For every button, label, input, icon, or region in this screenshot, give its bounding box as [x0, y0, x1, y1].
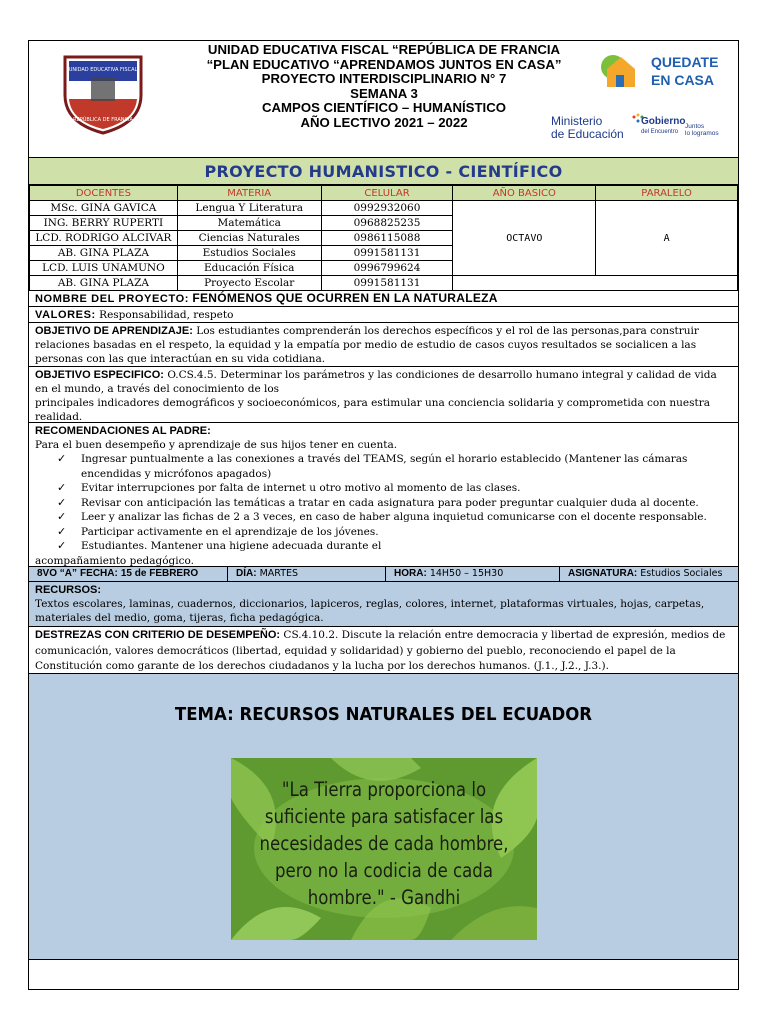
header-line-3: PROYECTO INTERDISCIPLINARIO N° 7	[261, 71, 507, 87]
shield-bottom-text: REPÚBLICA DE FRANCIA	[73, 117, 133, 123]
materia-cell: Proyecto Escolar	[177, 276, 321, 291]
hora-value: 14H50 – 15H30	[429, 568, 504, 579]
gobierno-line-2: del Encuentro	[641, 129, 679, 135]
fecha-value: 15 de FEBRERO	[120, 568, 199, 579]
document-frame	[28, 40, 739, 990]
ministerio-line-1: Ministerio	[551, 114, 603, 128]
quote-line-5: hombre." - Gandhi	[307, 886, 461, 909]
objetivo-aprendizaje-label: OBJETIVO DE APRENDIZAJE:	[35, 325, 193, 337]
recomendaciones-outro: acompañamiento pedagógico.	[35, 554, 194, 567]
tema-section	[29, 674, 738, 960]
header-line-6: AÑO LECTIVO 2021 – 2022	[300, 114, 468, 130]
nombre-proyecto-label: NOMBRE DEL PROYECTO:	[35, 293, 189, 305]
valores-value: Responsabilidad, respeto	[99, 309, 234, 321]
materia-cell: Lengua Y Literatura	[177, 201, 321, 216]
docente-cell: AB. GINA PLAZA	[30, 276, 178, 291]
recomendaciones-list	[57, 452, 732, 554]
docente-cell: ING. BERRY RUPERTI	[30, 216, 178, 231]
valores-label: VALORES:	[35, 309, 96, 321]
hora-cell	[386, 567, 560, 581]
document-header	[29, 41, 738, 158]
col-header-celular: CELULAR	[321, 186, 453, 201]
destrezas-label: DESTREZAS CON CRITERIO DE DESEMPEÑO:	[35, 629, 281, 641]
dia-label: DÍA:	[236, 568, 257, 579]
objetivo-especifico-line-1: O.CS.4.5. Determinar los parámetros y las condiciones de desarrollo humano integral y calidad de vida en el mundo, a través del conocimiento de los	[35, 369, 717, 395]
teacher-table	[29, 185, 738, 291]
juntos-line-1: Juntos	[685, 123, 705, 130]
celular-cell: 0986115088	[321, 231, 453, 246]
recursos-row	[29, 582, 738, 627]
col-header-docentes: DOCENTES	[30, 186, 178, 201]
quote-line-2: suficiente para satisfacer las	[264, 805, 504, 828]
objetivo-especifico-label: OBJETIVO ESPECIFICO:	[35, 369, 164, 381]
header-line-1: UNIDAD EDUCATIVA FISCAL “REPÚBLICA DE FRANCIA	[207, 42, 561, 57]
juntos-line-2: lo logramos	[685, 130, 719, 137]
recomendaciones-label: RECOMENDACIONES AL PADRE:	[35, 425, 211, 437]
header-line-5: CAMPOS CIENTÍFICO – HUMANÍSTICO	[262, 100, 506, 116]
shield-top-text: UNIDAD EDUCATIVA FISCAL	[68, 67, 138, 73]
fecha-label: FECHA:	[80, 568, 118, 579]
nombre-proyecto-value: FENÓMENOS QUE OCURREN EN LA NATURALEZA	[192, 291, 498, 305]
docente-cell: MSc. GINA GAVICA	[30, 201, 178, 216]
quedate-line-1: QUEDATE	[651, 54, 719, 70]
curso-value: 8VO “A”	[37, 568, 78, 579]
recomendaciones-intro: Para el buen desempeño y aprendizaje de sus hijos tener en cuenta.	[35, 439, 398, 451]
recursos-value: Textos escolares, laminas, cuadernos, diccionarios, lapiceros, reglas, colores, internet, plataformas virtuales, hojas, carpetas, materiales del medio, goma, tijeras, ficha pedagógica.	[35, 598, 705, 624]
objetivo-aprendizaje-row	[29, 323, 738, 367]
nombre-proyecto-row	[29, 290, 738, 307]
list-item: ✓ Evitar interrupciones por falta de internet u otro motivo al momento de las clases.	[57, 481, 732, 496]
destrezas-value: CS.4.10.2. Discute la relación entre democracia y libertad de expresión, medios de comunicación, valores democráticos (libertad, equidad y solidaridad) y gobierno del pueblo, reconociendo el papel de la Constitución como garante de los derechos ciudadanos y la lucha por los derechos humanos. (J.1., J.2., J.3.).	[35, 629, 726, 672]
anio-basico-cell: OCTAVO	[453, 201, 596, 276]
celular-cell: 0992932060	[321, 201, 453, 216]
quedate-line-2: EN CASA	[651, 72, 715, 88]
docente-cell: LCD. LUIS UNAMUNO	[30, 261, 178, 276]
asignatura-label: ASIGNATURA:	[568, 568, 638, 579]
hora-label: HORA:	[394, 568, 427, 579]
docente-cell: AB. GINA PLAZA	[30, 246, 178, 261]
celular-cell: 0991581131	[321, 246, 453, 261]
materia-cell: Ciencias Naturales	[177, 231, 321, 246]
list-item: ✓ Participar activamente en el aprendizaje de los jóvenes.	[57, 525, 732, 540]
materia-cell: Matemática	[177, 216, 321, 231]
project-band-title: PROYECTO HUMANISTICO - CIENTÍFICO	[29, 158, 738, 185]
ministerio-educacion-logo	[551, 113, 729, 153]
header-line-4: SEMANA 3	[350, 85, 418, 101]
list-item: ✓ Revisar con anticipación las temáticas a tratar en cada asignatura para poder preguntar cualquier duda al docente.	[57, 496, 732, 511]
dia-value: MARTES	[259, 568, 299, 579]
table-row	[30, 276, 738, 291]
objetivo-especifico-line-2: principales indicadores demográficos y socioeconómicos, para estimular una conciencia solidaria y comprometida con nuestra realidad.	[35, 397, 710, 423]
objetivo-aprendizaje-value: Los estudiantes comprenderán los derechos específicos y el rol de las personas,para construir relaciones basadas en el respeto, la equidad y la empatía por medio de estudio de casos cuyos resultados se socialicen a las personas con las que interactúan en su vida cotidiana.	[35, 325, 699, 365]
quote-line-1: "La Tierra proporciona lo	[281, 778, 487, 801]
list-item: ✓ Ingresar puntualmente a las conexiones a través del TEAMS, según el horario establecido (Mantener las cámaras encendidas y micrófonos apagados)	[57, 452, 732, 481]
asignatura-cell	[560, 567, 738, 581]
celular-cell: 0968825235	[321, 216, 453, 231]
col-header-materia: MATERIA	[177, 186, 321, 201]
header-title-block	[174, 43, 594, 131]
quote-text	[254, 776, 514, 911]
celular-cell: 0991581131	[321, 276, 453, 291]
quedate-en-casa-logo	[599, 45, 733, 93]
list-item: ✓ Leer y analizar las fichas de 2 a 3 veces, en caso de haber alguna inquietud comunicarse con el docente responsable.	[57, 510, 732, 525]
table-row	[30, 201, 738, 216]
paralelo-cell: A	[596, 201, 738, 276]
header-line-2: “PLAN EDUCATIVO “APRENDAMOS JUNTOS EN CASA”	[206, 56, 562, 72]
date-strip	[29, 567, 738, 582]
school-shield-logo	[57, 51, 149, 135]
celular-cell: 0996799624	[321, 261, 453, 276]
objetivo-especifico-row	[29, 367, 738, 423]
tema-title: TEMA: RECURSOS NATURALES DEL ECUADOR	[174, 704, 593, 725]
list-item: ✓ Estudiantes. Mantener una higiene adecuada durante el	[57, 539, 732, 554]
dia-cell	[228, 567, 386, 581]
ministerio-line-2: de Educación	[551, 127, 624, 141]
destrezas-row	[29, 627, 738, 674]
gandhi-quote-image	[231, 758, 537, 940]
materia-cell: Estudios Sociales	[177, 246, 321, 261]
curso-fecha-cell	[29, 567, 228, 581]
gobierno-line-1: Gobierno	[641, 116, 686, 127]
recursos-label: RECURSOS:	[35, 584, 102, 596]
docente-cell: LCD. RODRIGO ALCIVAR	[30, 231, 178, 246]
col-header-anio-basico: AÑO BASICO	[453, 186, 596, 201]
asignatura-value: Estudios Sociales	[640, 568, 723, 579]
quote-line-4: pero no la codicia de cada	[275, 859, 493, 882]
recomendaciones-row	[29, 423, 738, 567]
valores-row	[29, 307, 738, 323]
empty-cell	[453, 276, 738, 291]
materia-cell: Educación Física	[177, 261, 321, 276]
teacher-table-header	[30, 186, 738, 201]
quote-line-3: necesidades de cada hombre,	[259, 832, 509, 855]
col-header-paralelo: PARALELO	[596, 186, 738, 201]
